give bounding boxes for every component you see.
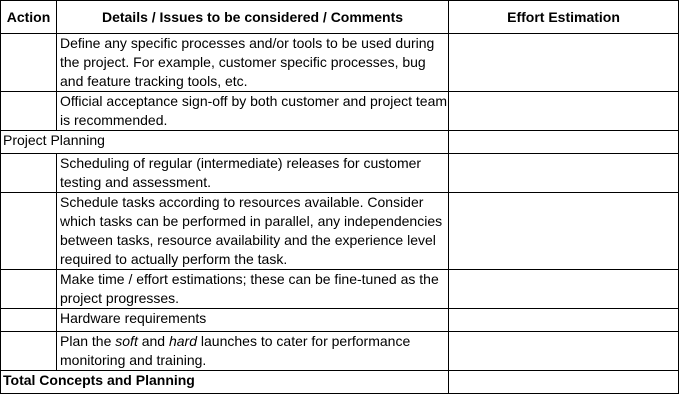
action-cell	[1, 34, 57, 92]
table-row	[1, 34, 679, 92]
header-effort-estimation: Effort Estimation	[449, 1, 679, 34]
effort-cell	[449, 34, 679, 92]
effort-cell	[449, 193, 679, 270]
total-label: Total Concepts and Planning	[1, 371, 449, 394]
details-text-part: Plan the	[60, 333, 116, 349]
details-cell: Schedule tasks according to resources available. Consider which tasks can be performed in parallel, any independencies between tasks, resource availability and the experience level required to actually perform the task.	[57, 193, 449, 270]
effort-cell	[449, 332, 679, 371]
table-header-row	[1, 1, 679, 34]
header-action: Action	[1, 1, 57, 34]
header-details: Details / Issues to be considered / Comments	[57, 1, 449, 34]
table-row	[1, 309, 679, 332]
effort-cell	[449, 309, 679, 332]
action-cell	[1, 332, 57, 371]
table-row	[1, 92, 679, 131]
details-cell: Hardware requirements	[57, 309, 449, 332]
effort-cell	[449, 371, 679, 394]
section-title-project-planning: Project Planning	[1, 131, 449, 154]
section-row	[1, 131, 679, 154]
details-cell: Scheduling of regular (intermediate) releases for customer testing and assessment.	[57, 154, 449, 193]
table-row	[1, 270, 679, 309]
details-text-part: launches to cater for performance monitoring and training.	[60, 333, 411, 368]
effort-cell	[449, 154, 679, 193]
table-row	[1, 332, 679, 371]
effort-cell	[449, 92, 679, 131]
action-cell	[1, 92, 57, 131]
hard-emphasis: hard	[168, 333, 198, 349]
action-cell	[1, 193, 57, 270]
total-row	[1, 371, 679, 394]
action-cell	[1, 309, 57, 332]
details-cell: Official acceptance sign-off by both customer and project team is recommended.	[57, 92, 449, 131]
details-cell: Define any specific processes and/or tools to be used during the project. For example, customer specific processes, bug and feature tracking tools, etc.	[57, 34, 449, 92]
table-row	[1, 154, 679, 193]
effort-cell	[449, 131, 679, 154]
action-cell	[1, 270, 57, 309]
table-row	[1, 193, 679, 270]
action-cell	[1, 154, 57, 193]
details-text-part: and	[137, 333, 169, 349]
details-cell: Make time / effort estimations; these can be fine-tuned as the project progresses.	[57, 270, 449, 309]
details-cell	[57, 332, 449, 371]
effort-cell	[449, 270, 679, 309]
soft-emphasis: soft	[115, 333, 138, 349]
